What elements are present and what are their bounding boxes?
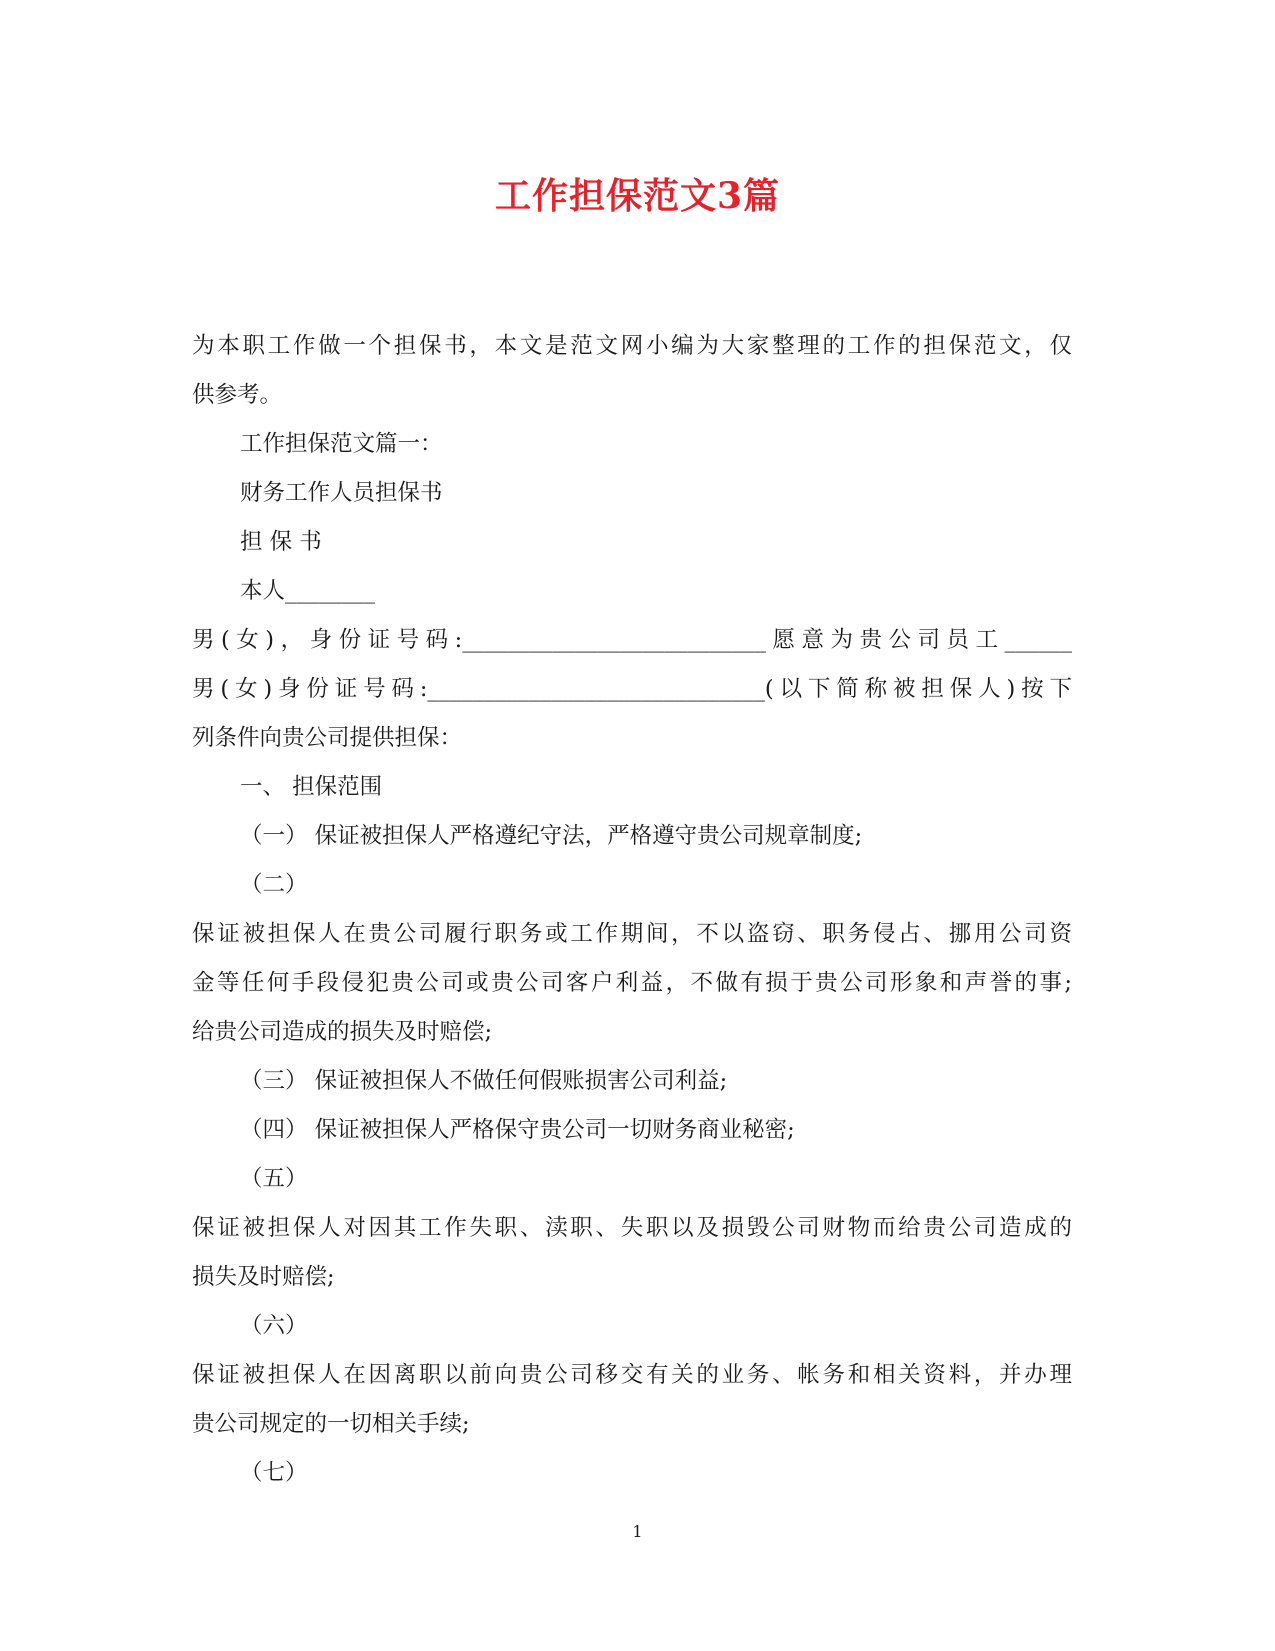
- paragraph-line: 保证被担保人在因离职以前向贵公司移交有关的业务、帐务和相关资料，并办理: [192, 1362, 1072, 1388]
- section-heading: 工作担保范文篇一：: [240, 431, 443, 457]
- paragraph-line: 供参考。: [192, 382, 283, 408]
- paragraph-line: 列条件向贵公司提供担保：: [192, 725, 463, 751]
- paragraph-line: 男(女)身份证号码:______________________________(以下简称被担保人)按下: [192, 676, 1072, 702]
- document-body: [192, 322, 1072, 1498]
- clause-item: （七）: [240, 1460, 308, 1486]
- clause-item: （一） 保证被担保人严格遵纪守法，严格遵守贵公司规章制度;: [240, 823, 863, 849]
- paragraph-line: 财务工作人员担保书: [240, 480, 443, 506]
- paragraph-line: 保证被担保人对因其工作失职、渎职、失职以及损毁公司财物而给贵公司造成的: [192, 1215, 1072, 1241]
- paragraph-line: 贵公司规定的一切相关手续;: [192, 1411, 470, 1437]
- clause-item: （五）: [240, 1166, 308, 1192]
- paragraph-line: 给贵公司造成的损失及时赔偿;: [192, 1019, 493, 1045]
- page-number: 1: [632, 1522, 643, 1541]
- clause-item: （四） 保证被担保人严格保守贵公司一切财务商业秘密;: [240, 1117, 795, 1143]
- clause-heading: 一、 担保范围: [240, 774, 383, 800]
- paragraph-line: 担 保 书: [240, 529, 322, 555]
- paragraph-line: 本人________: [240, 578, 376, 604]
- paragraph-line: 金等任何手段侵犯贵公司或贵公司客户利益，不做有损于贵公司形象和声誉的事;: [192, 970, 1072, 996]
- document-title: 工作担保范文3篇: [494, 175, 781, 217]
- clause-item: （三） 保证被担保人不做任何假账损害公司利益;: [240, 1068, 728, 1094]
- clause-item: （二）: [240, 872, 308, 898]
- paragraph-line: 为本职工作做一个担保书，本文是范文网小编为大家整理的工作的担保范文，仅: [192, 333, 1072, 359]
- paragraph-line: 男(女)，身份证号码:___________________________愿意为贵公司员工______: [192, 627, 1072, 653]
- paragraph-line: 保证被担保人在贵公司履行职务或工作期间，不以盗窃、职务侵占、挪用公司资: [192, 921, 1072, 947]
- paragraph-line: 损失及时赔偿;: [192, 1264, 335, 1290]
- clause-item: （六）: [240, 1313, 308, 1339]
